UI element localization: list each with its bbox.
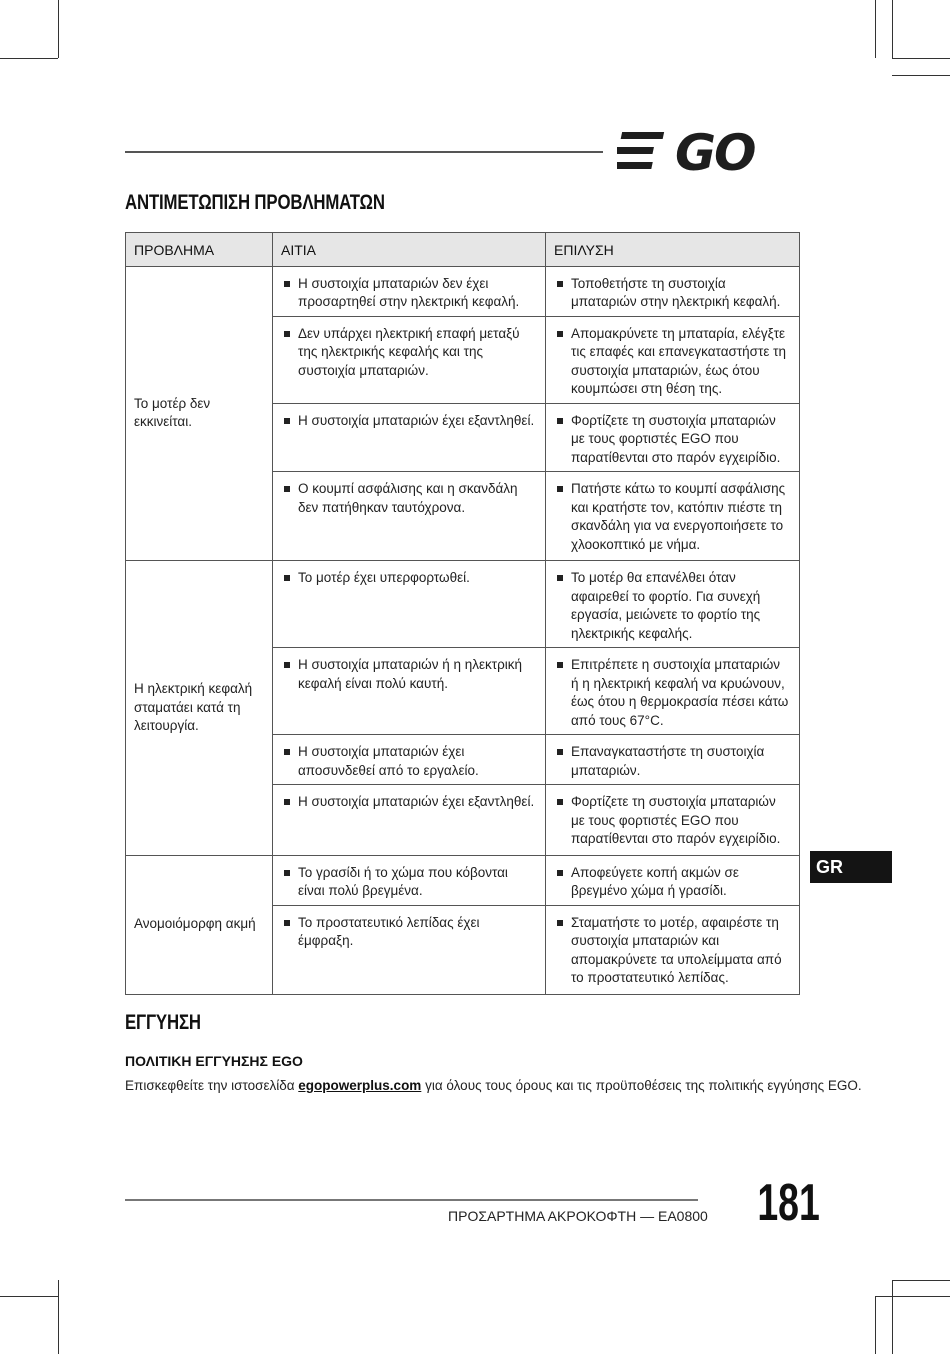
warranty-text-after: για όλους τους όρους και τις προϋποθέσεις της πολιτικής εγγύησης EGO. — [421, 1078, 862, 1093]
list-item: Επαναγκαταστήστε τη συστοιχία μπαταριών. — [546, 743, 799, 780]
crop-mark — [892, 58, 950, 59]
solution-cell — [546, 403, 800, 472]
warranty-text — [125, 1078, 862, 1093]
crop-mark — [875, 0, 876, 58]
cause-cell — [273, 403, 546, 472]
warranty-text-before: Επισκεφθείτε την ιστοσελίδα — [125, 1078, 299, 1093]
solution-cell — [546, 855, 800, 905]
crop-mark — [892, 1280, 893, 1354]
header-problem: ΠΡΟΒΛΗΜΑ — [126, 233, 273, 267]
list-item: Φορτίζετε τη συστοιχία μπαταριών με τους φορτιστές EGO που παρατίθενται στο παρόν εγχειρίδιο. — [546, 412, 799, 468]
solution-cell — [546, 735, 800, 785]
crop-mark — [58, 0, 59, 58]
warranty-title: ΕΓΓΥΗΣΗ — [125, 1011, 201, 1034]
page-number: 181 — [757, 1174, 820, 1232]
list-item: Το γρασίδι ή το χώμα που κόβονται είναι πολύ βρεγμένα. — [273, 864, 545, 901]
warranty-subtitle: ΠΟΛΙΤΙΚΗ ΕΓΓΥΗΣΗΣ EGO — [125, 1053, 303, 1069]
cause-cell — [273, 785, 546, 856]
header-cause: ΑΙΤΙΑ — [273, 233, 546, 267]
crop-mark — [892, 0, 893, 58]
header-solution: ΕΠΙΛΥΣΗ — [546, 233, 800, 267]
logo-letters: GO — [675, 128, 755, 174]
solution-cell — [546, 648, 800, 735]
list-item: Απομακρύνετε τη μπαταρία, ελέγξτε τις επαφές και επανεγκαταστήστε τη συστοιχία μπαταριών, έως ότου κουμπώσει στη θέση της. — [546, 325, 799, 399]
list-item: Το μοτέρ θα επανέλθει όταν αφαιρεθεί το φορτίο. Για συνεχή εργασία, μειώνετε το φορτίο της ηλεκτρικής κεφαλής. — [546, 569, 799, 643]
list-item: Η συστοιχία μπαταριών έχει εξαντληθεί. — [273, 793, 545, 812]
list-item: Το προστατευτικό λεπίδας έχει έμφραξη. — [273, 914, 545, 951]
header-rule — [125, 151, 603, 153]
problem-cell: Η ηλεκτρική κεφαλή σταματάει κατά τη λειτουργία. — [126, 561, 273, 856]
cause-cell — [273, 648, 546, 735]
cause-cell — [273, 735, 546, 785]
list-item: Η συστοιχία μπαταριών ή η ηλεκτρική κεφαλή είναι πολύ καυτή. — [273, 656, 545, 693]
table-row — [126, 855, 800, 905]
crop-mark — [0, 1296, 58, 1297]
solution-cell — [546, 472, 800, 561]
crop-mark — [875, 1296, 950, 1297]
list-item: Αποφεύγετε κοπή ακμών σε βρεγμένο χώμα ή γρασίδι. — [546, 864, 799, 901]
footer-text: ΠΡΟΣΑΡΤΗΜΑ ΑΚΡΟΚΟΦΤΗ — EA0800 — [448, 1208, 708, 1224]
language-tab: GR — [810, 851, 892, 883]
cause-cell — [273, 855, 546, 905]
list-item: Δεν υπάρχει ηλεκτρική επαφή μεταξύ της ηλεκτρικής κεφαλής και της συστοιχία μπαταριών. — [273, 325, 545, 381]
list-item: Η συστοιχία μπαταριών δεν έχει προσαρτηθεί στην ηλεκτρική κεφαλή. — [273, 275, 545, 312]
troubleshooting-title: ΑΝΤΙΜΕΤΩΠΙΣΗ ΠΡΟΒΛΗΜΑΤΩΝ — [125, 191, 385, 214]
list-item: Η συστοιχία μπαταριών έχει αποσυνδεθεί από το εργαλείο. — [273, 743, 545, 780]
table-row — [126, 266, 800, 316]
crop-mark — [58, 1280, 59, 1354]
crop-mark — [892, 75, 950, 76]
list-item: Σταματήστε το μοτέρ, αφαιρέστε τη συστοιχία μπαταριών και απομακρύνετε τα υπολείμματα από το προστατευτικό λεπίδας. — [546, 914, 799, 988]
crop-mark — [0, 58, 58, 59]
problem-cell: Ανομοιόμορφη ακμή — [126, 855, 273, 994]
cause-cell — [273, 316, 546, 403]
solution-cell — [546, 561, 800, 648]
table-header-row — [126, 233, 800, 267]
table-row — [126, 561, 800, 648]
list-item: Ο κουμπί ασφάλισης και η σκανδάλη δεν πατήθηκαν ταυτόχρονα. — [273, 480, 545, 517]
logo-text: EGO — [617, 128, 620, 129]
list-item: Φορτίζετε τη συστοιχία μπαταριών με τους φορτιστές EGO που παρατίθενται στο παρόν εγχειρίδιο. — [546, 793, 799, 849]
footer-rule — [125, 1199, 698, 1201]
cause-cell — [273, 472, 546, 561]
ego-logo — [617, 128, 801, 174]
list-item: Τοποθετήστε τη συστοιχία μπαταριών στην ηλεκτρική κεφαλή. — [546, 275, 799, 312]
cause-cell — [273, 905, 546, 994]
list-item: Το μοτέρ έχει υπερφορτωθεί. — [273, 569, 545, 588]
cause-cell — [273, 266, 546, 316]
solution-cell — [546, 266, 800, 316]
solution-cell — [546, 785, 800, 856]
solution-cell — [546, 905, 800, 994]
list-item: Η συστοιχία μπαταριών έχει εξαντληθεί. — [273, 412, 545, 431]
list-item: Επιτρέπετε η συστοιχία μπαταριών ή η ηλεκτρική κεφαλή να κρυώνουν, έως ότου η θερμοκρασία πέσει κάτω από τους 67°C. — [546, 656, 799, 730]
warranty-link[interactable]: egopowerplus.com — [298, 1078, 422, 1093]
troubleshooting-table — [125, 232, 800, 995]
solution-cell — [546, 316, 800, 403]
list-item: Πατήστε κάτω το κουμπί ασφάλισης και κρατήστε τον, κατόπιν πιέστε τη σκανδάλη για να ενεργοποιήσετε το χλοοκοπτικό με νήμα. — [546, 480, 799, 554]
crop-mark — [875, 1296, 876, 1354]
problem-cell: Το μοτέρ δεν εκκινείται. — [126, 266, 273, 561]
cause-cell — [273, 561, 546, 648]
crop-mark — [892, 1280, 950, 1281]
